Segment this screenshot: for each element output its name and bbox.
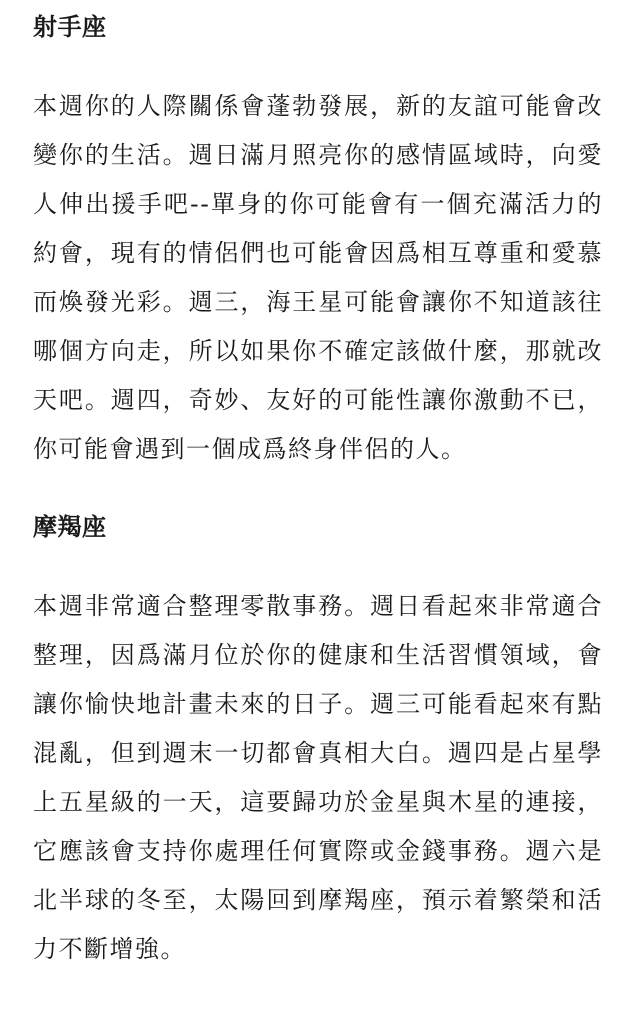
sign-title-capricorn: 摩羯座 xyxy=(33,513,107,541)
sign-title-sagittarius: 射手座 xyxy=(33,13,107,41)
sign-body-capricorn: 本週非常適合整理零散事務。週日看起來非常適合整理，因爲滿月位於你的健康和生活習慣領域，會讓你愉快地計畫未來的日子。週三可能看起來有點混亂，但到週末一切都會真相大白。週四是占星學上五星級的一天，這要歸功於金星與木星的連接，它應該會支持你處理任何實際或金錢事務。週六是北半球的冬至，太陽回到摩羯座，預示着繁榮和活力不斷增強。 xyxy=(33,592,603,963)
horoscope-section-capricorn xyxy=(33,502,603,974)
article-content xyxy=(33,0,603,974)
sign-body-sagittarius: 本週你的人際關係會蓬勃發展，新的友誼可能會改變你的生活。週日滿月照亮你的感情區域時，向愛人伸出援手吧--單身的你可能會有一個充滿活力的約會，現有的情侶們也可能會因爲相互尊重和愛慕而煥發光彩。週三，海王星可能會讓你不知道該往哪個方向走，所以如果你不確定該做什麼，那就改天吧。週四，奇妙、友好的可能性讓你激動不已，你可能會遇到一個成爲終身伴侶的人。 xyxy=(33,92,603,463)
horoscope-section-sagittarius xyxy=(33,2,603,474)
